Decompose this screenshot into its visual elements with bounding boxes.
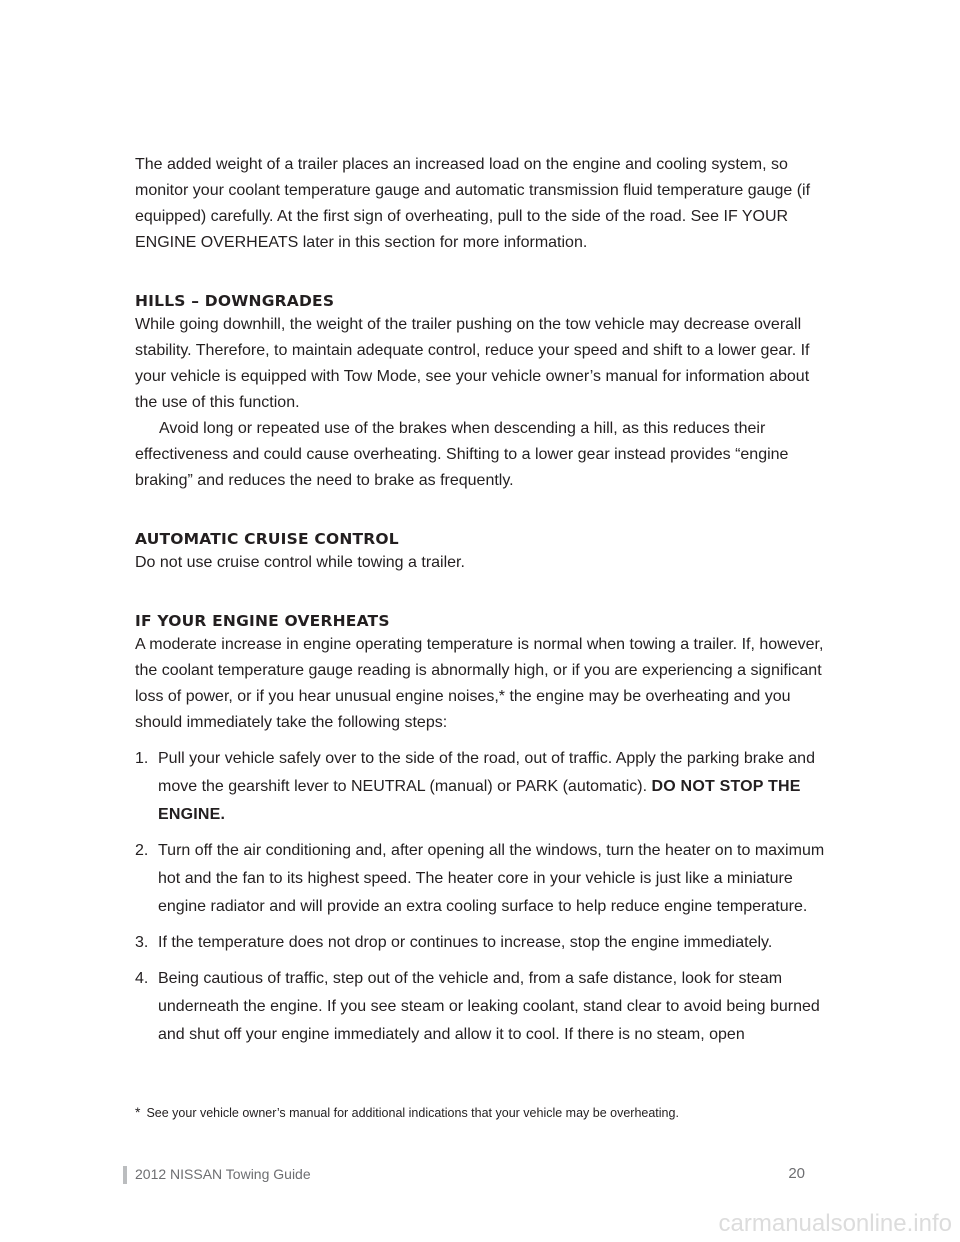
step-item: [135, 965, 835, 1049]
step-text: [158, 745, 835, 829]
overheat-paragraph: A moderate increase in engine operating temperature is normal when towing a trailer. If, however, the coolant temperature gauge reading is abnormally high, or if you are experiencing a significant loss of power, or if you hear unusual engine noises,* the engine may be overheating and you should immediately take the following steps:: [135, 636, 824, 731]
hills-paragraph-1: While going downhill, the weight of the trailer pushing on the tow vehicle may decrease overall stability. Therefore, to maintain adequate control, reduce your speed and shift to a lower gear. If your vehicle is equipped with Tow Mode, see your vehicle owner’s manual for information about the use of this function.: [135, 316, 810, 411]
step-text: If the temperature does not drop or continues to increase, stop the engine immediately.: [158, 934, 773, 951]
footnote-marker: *: [135, 1104, 141, 1120]
section-heading-overheat: IF YOUR ENGINE OVERHEATS: [135, 612, 390, 630]
step-text: Being cautious of traffic, step out of the vehicle and, from a safe distance, look for steam underneath the engine. If you see steam or leaking coolant, stand clear to avoid being burned and shut off your engine immediately and allow it to cool. If there is no steam, open: [158, 970, 820, 1043]
footer-title: 2012 NISSAN Towing Guide: [135, 1166, 311, 1182]
step-warning: DO NOT STOP THE ENGINE.: [158, 778, 801, 823]
footer-bar: [123, 1166, 127, 1184]
section-heading-cruise: AUTOMATIC CRUISE CONTROL: [135, 530, 399, 548]
footnote-text: See your vehicle owner’s manual for additional indications that your vehicle may be overheating.: [146, 1106, 679, 1120]
step-number: 1.: [135, 750, 149, 767]
step-item: [135, 837, 835, 921]
section-heading-hills: HILLS – DOWNGRADES: [135, 292, 335, 310]
steps-list: [135, 745, 835, 1049]
page-content: [135, 152, 835, 1049]
footnote: [135, 1104, 679, 1121]
watermark: carmanualsonline.info: [718, 1210, 952, 1237]
step-number: 2.: [135, 842, 149, 859]
section-hills: [135, 290, 835, 494]
cruise-paragraph: Do not use cruise control while towing a trailer.: [135, 554, 465, 571]
step-body: Pull your vehicle safely over to the side of the road, out of traffic. Apply the parking brake and move the gearshift lever to NEUTRAL (manual) or PARK (automatic).: [158, 750, 815, 795]
hills-paragraph-2: Avoid long or repeated use of the brakes when descending a hill, as this reduces their effectiveness and could cause overheating. Shifting to a lower gear instead provides “engine braking” and reduces the need to brake as frequently.: [135, 420, 789, 489]
intro-paragraph: The added weight of a trailer places an increased load on the engine and cooling system, so monitor your coolant temperature gauge and automatic transmission fluid temperature gauge (if equipped) carefully. At the first sign of overheating, pull to the side of the road. See IF YOUR ENGINE OVERHEATS later in this section for more information.: [135, 156, 811, 251]
step-number: 3.: [135, 934, 149, 951]
step-number: 4.: [135, 970, 149, 987]
step-item: [135, 929, 835, 957]
step-text: Turn off the air conditioning and, after opening all the windows, turn the heater on to maximum hot and the fan to its highest speed. The heater core in your vehicle is just like a miniature engine radiator and will provide an extra cooling surface to help reduce engine temperature.: [158, 842, 825, 915]
page-number: 20: [788, 1165, 805, 1182]
section-cruise: [135, 528, 835, 576]
section-overheat: [135, 610, 835, 1049]
step-item: [135, 745, 835, 829]
page-footer: [123, 1164, 805, 1186]
